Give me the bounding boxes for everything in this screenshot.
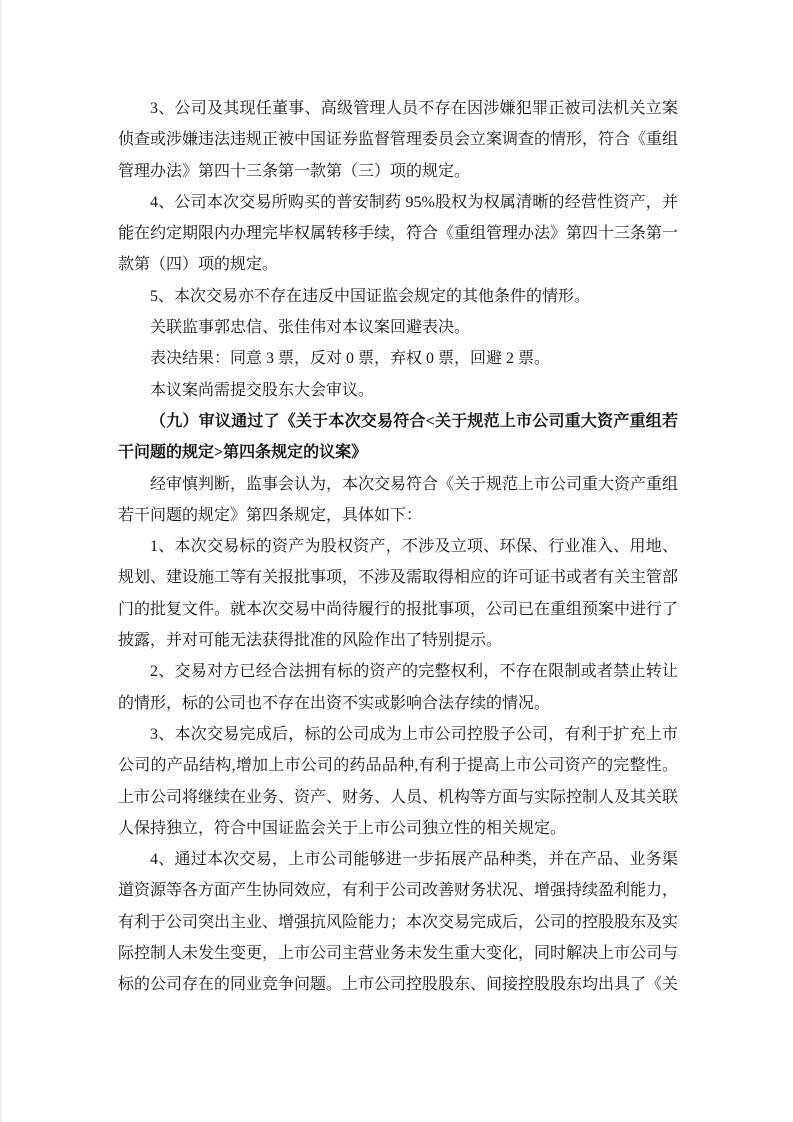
paragraph-line: 款第（四）项的规定。: [118, 256, 279, 274]
paragraph-line: 4、通过本次交易，上市公司能够进一步拓展产品种类，并在产品、业务渠: [150, 851, 678, 869]
document-text-area: [118, 93, 678, 1001]
paragraph-line: 本议案尚需提交股东大会审议。: [150, 381, 375, 399]
paragraph-line: 标的公司存在的同业竞争问题。上市公司控股股东、间接控股股东均出具了《关: [118, 976, 679, 994]
paragraph-line: 2、交易对方已经合法拥有标的资产的完整权利，不存在限制或者禁止转让: [150, 663, 678, 681]
paragraph-line: 3、本次交易完成后，标的公司成为上市公司控股子公司，有利于扩充上市: [150, 725, 678, 743]
paragraph-line: 4、公司本次交易所购买的普安制药 95%股权为权属清晰的经营性资产，并: [150, 193, 678, 211]
paragraph-line: 际控制人未发生变更，上市公司主营业务未发生重大变化，同时解决上市公司与: [118, 945, 679, 963]
section-heading-line: 干问题的规定>第四条规定的议案》: [118, 444, 368, 462]
paragraph-line: 门的批复文件。就本次交易中尚待履行的报批事项，公司已在重组预案中进行了: [118, 600, 679, 618]
paragraph-line: 3、公司及其现任董事、高级管理人员不存在因涉嫌犯罪正被司法机关立案: [150, 100, 678, 117]
paragraph-line: 侦查或涉嫌违法违规正被中国证券监督管理委员会立案调查的情形，符合《重组: [118, 131, 679, 149]
paragraph-line: 若干问题的规定》第四条规定，具体如下：: [118, 506, 423, 524]
paragraph-line: 管理办法》第四十三条第一款第（三）项的规定。: [118, 162, 471, 180]
paragraph-line: 披露，并对可能无法获得批准的风险作出了特别提示。: [118, 632, 503, 650]
paragraph-line: 5、本次交易亦不存在违反中国证监会规定的其他条件的情形。: [150, 287, 591, 305]
paragraph-line: 上市公司将继续在业务、资产、财务、人员、机构等方面与实际控制人及其关联: [118, 788, 679, 806]
section-heading-line: （九）审议通过了《关于本次交易符合<关于规范上市公司重大资产重组若: [150, 412, 678, 430]
paragraph-line: 的情形，标的公司也不存在出资不实或影响合法存续的情况。: [118, 694, 551, 712]
paragraph-line: 经审慎判断，监事会认为，本次交易符合《关于规范上市公司重大资产重组: [150, 475, 679, 493]
paragraph-line: 表决结果：同意 3 票，反对 0 票，弃权 0 票，回避 2 票。: [150, 350, 551, 368]
paragraph-line: 关联监事郭忠信、张佳伟对本议案回避表决。: [150, 319, 471, 337]
paragraph-line: 规划、建设施工等有关报批事项，不涉及需取得相应的许可证书或者有关主管部: [118, 569, 679, 587]
paragraph-line: 道资源等各方面产生协同效应，有利于公司改善财务状况、增强持续盈利能力，: [118, 882, 679, 900]
paragraph-line: 有利于公司突出主业、增强抗风险能力；本次交易完成后，公司的控股股东及实: [118, 913, 679, 931]
paragraph-line: 1、本次交易标的资产为股权资产，不涉及立项、环保、行业准入、用地、: [150, 538, 678, 556]
scan-edge-artifact: [0, 0, 3, 1122]
paragraph-line: 公司的产品结构,增加上市公司的药品品种,有利于提高上市公司资产的完整性。: [118, 757, 678, 775]
paragraph-line: 能在约定期限内办理完毕权属转移手续，符合《重组管理办法》第四十三条第一: [118, 225, 679, 243]
paragraph-line: 人保持独立，符合中国证监会关于上市公司独立性的相关规定。: [118, 819, 567, 837]
